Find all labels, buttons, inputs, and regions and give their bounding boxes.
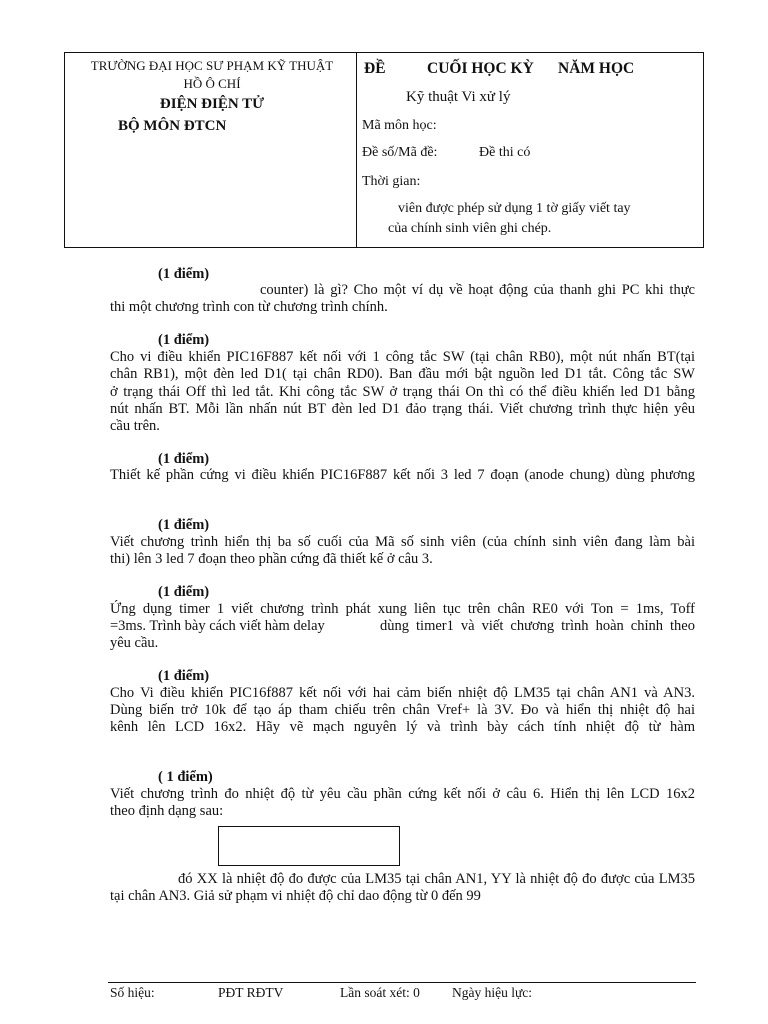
footer-revision: Lần soát xét: 0 <box>340 985 420 1000</box>
q2-text-line: ở trạng thái Off thì led tắt. Khi công tắc SW ở trạng thái On thì có thể điều khiển led D1 bằng <box>110 384 695 400</box>
q7-text-line: đó XX là nhiệt độ đo được của LM35 tại chân AN1, YY là nhiệt độ đo được của LM35 <box>178 871 695 887</box>
q6-text-line: Cho Vi điều khiển PIC16f887 kết nối với hai cảm biến nhiệt độ LM35 tại chân AN1 và AN3. <box>110 685 695 701</box>
q6-text-line: Dùng biến trở 10k để tạo áp tham chiếu trên chân Vref+ là 3V. Đo và hiển thị nhiệt độ hai <box>110 702 695 718</box>
q6-text-line: kênh lên LCD 16x2. Hãy vẽ mạch nguyên lý và trình bày cách tính nhiệt độ từ hàm <box>110 719 695 735</box>
q1-text-line: counter) là gì? Cho một ví dụ về hoạt động của thanh ghi PC khi thực <box>260 282 695 298</box>
q5-points: (1 điểm) <box>158 584 210 600</box>
q3-text-line: Thiết kế phần cứng vi điều khiển PIC16F887 kết nối 3 led 7 đoạn (anode chung) dùng phương <box>110 467 695 483</box>
q5-text-line: yêu cầu. <box>110 635 159 651</box>
school-city: HỒ Ô CHÍ <box>183 76 241 91</box>
q4-text-line: Viết chương trình hiển thị ba số cuối của Mã số sinh viên (của chính sinh viên đang làm bài <box>110 534 695 550</box>
q2-points: (1 điểm) <box>158 332 210 348</box>
exam-year-label: NĂM HỌC <box>558 60 635 77</box>
q5-text-line: Ứng dụng timer 1 viết chương trình phát xung liên tục trên chân RE0 với Ton = 1ms, Toff <box>110 601 695 617</box>
school-name: TRƯỜNG ĐẠI HỌC SƯ PHẠM KỸ THUẬT <box>90 58 334 73</box>
q7-text-line: tại chân AN3. Giả sử phạm vi nhiệt độ chỉ dao động từ 0 đến 99 <box>110 888 481 904</box>
footer-rule <box>108 982 696 983</box>
q2-text-line: cầu trên. <box>110 418 160 434</box>
exam-note-line1: viên được phép sử dụng 1 tờ giấy viết tay <box>398 201 631 216</box>
q6-points: (1 điểm) <box>158 668 210 684</box>
faculty-name: ĐIỆN ĐIỆN TỬ <box>159 96 265 112</box>
lcd-format-box <box>218 826 400 866</box>
department-name: BỘ MÔN ĐTCN <box>118 118 227 134</box>
exam-pages-label: Đề thi có <box>479 145 531 160</box>
footer-doc-code: PĐT RĐTV <box>218 985 284 1000</box>
footer-effective-date: Ngày hiệu lực: <box>452 985 533 1000</box>
q1-points: (1 điểm) <box>158 266 210 282</box>
footer-doc-number-label: Số hiệu: <box>110 985 155 1000</box>
q7-text-line: theo định dạng sau: <box>110 803 224 819</box>
subject-name: Kỹ thuật Vi xử lý <box>406 89 511 105</box>
header-divider <box>356 52 357 248</box>
q3-points: (1 điểm) <box>158 451 210 467</box>
q4-text-line: thi) lên 3 led 7 đoạn theo phần cứng đã thiết kế ở câu 3. <box>110 551 433 567</box>
q5-text-line: =3ms. Trình bày cách viết hàm delay <box>110 618 325 634</box>
q2-text-line: Cho vi điều khiển PIC16F887 kết nối với 1 công tắc SW (tại chân RB0), một nút nhấn BT(tại <box>110 349 695 365</box>
q1-text-line: thi một chương trình con từ chương trình chính. <box>110 299 388 315</box>
exam-note-line2: của chính sinh viên ghi chép. <box>388 221 552 236</box>
exam-term: CUỐI HỌC KỲ <box>427 60 534 77</box>
q4-points: (1 điểm) <box>158 517 210 533</box>
q7-points: ( 1 điểm) <box>158 769 213 785</box>
time-label: Thời gian: <box>362 174 421 189</box>
exam-number-label: Đề số/Mã đề: <box>362 145 438 160</box>
q7-text-line: Viết chương trình đo nhiệt độ từ yêu cầu phần cứng kết nối ở câu 6. Hiển thị lên LCD 16x2 <box>110 786 695 802</box>
q2-text-line: nút nhấn BT. Mỗi lần nhấn nút BT đèn led D1 đảo trạng thái. Viết chương trình thực hiện yêu <box>110 401 695 417</box>
q2-text-line: chân RB1), một đèn led D1( tại chân RD0). Ban đầu mới bật nguồn led D1 tắt. Công tắc SW <box>110 366 695 382</box>
exam-label: ĐỀ <box>364 60 386 77</box>
course-code-label: Mã môn học: <box>362 118 437 133</box>
q5-text-line: dùng timer1 và viết chương trình hoàn chỉnh theo <box>380 618 695 634</box>
